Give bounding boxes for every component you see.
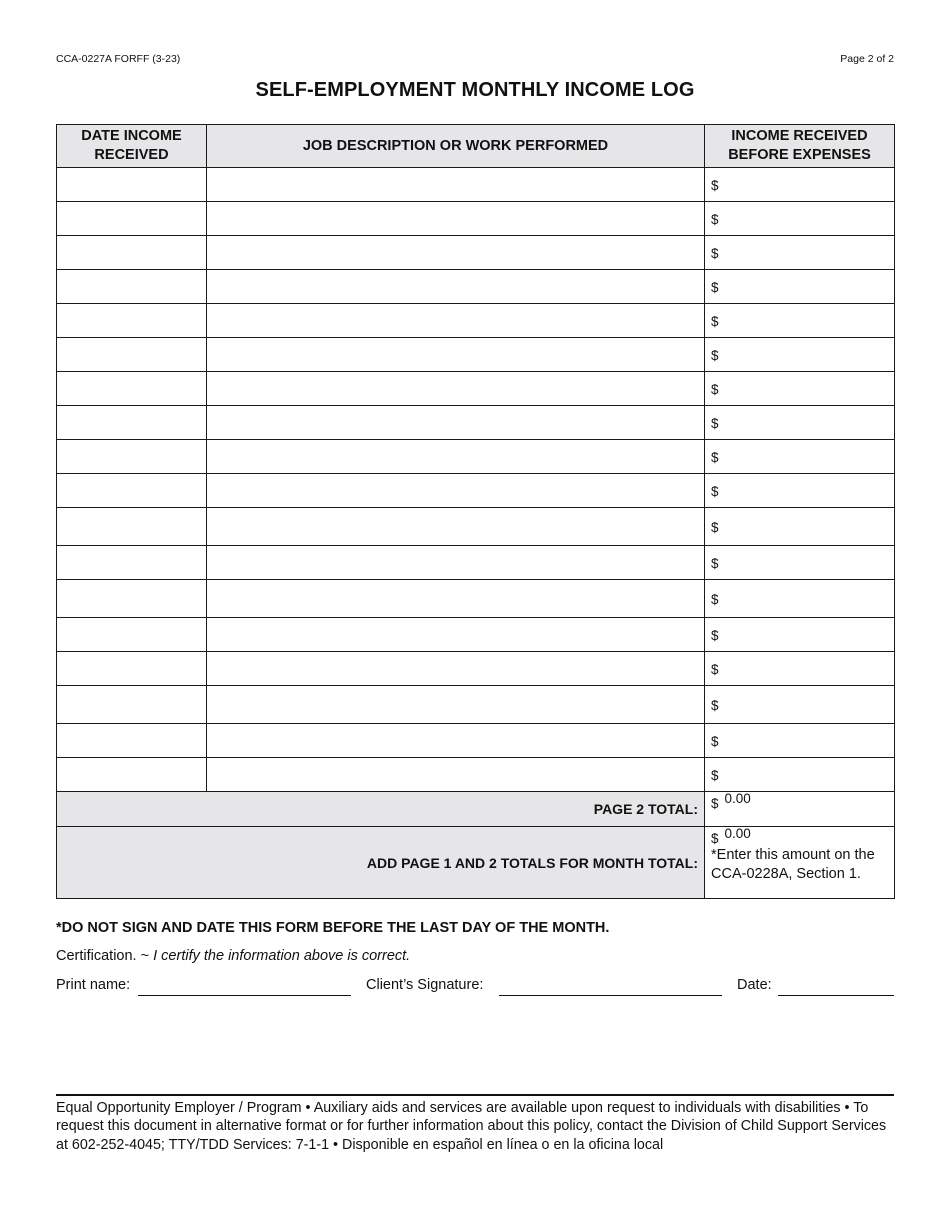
date-cell[interactable] — [57, 618, 207, 652]
signing-warning: *DO NOT SIGN AND DATE THIS FORM BEFORE THE LAST DAY OF THE MONTH. — [56, 920, 610, 936]
job-description-cell[interactable] — [207, 236, 705, 270]
table-row — [57, 724, 895, 758]
income-cell[interactable] — [705, 652, 895, 686]
column-header-date-line1: DATE INCOME — [81, 128, 182, 144]
currency-symbol: $ — [711, 279, 719, 295]
currency-symbol: $ — [711, 313, 719, 329]
date-field[interactable] — [778, 977, 894, 996]
job-description-cell[interactable] — [207, 652, 705, 686]
column-header-income-line2: BEFORE EXPENSES — [728, 147, 871, 163]
currency-symbol: $ — [711, 796, 719, 811]
month-total-row — [57, 827, 895, 899]
print-name-field[interactable] — [138, 977, 351, 996]
income-log-table — [56, 124, 895, 899]
currency-symbol: $ — [711, 831, 719, 846]
table-row — [57, 406, 895, 440]
income-cell[interactable] — [705, 202, 895, 236]
currency-symbol: $ — [711, 661, 719, 677]
table-row — [57, 372, 895, 406]
date-cell[interactable] — [57, 758, 207, 792]
job-description-cell[interactable] — [207, 686, 705, 724]
column-header-date — [57, 125, 207, 168]
table-row — [57, 270, 895, 304]
income-cell[interactable] — [705, 304, 895, 338]
date-cell[interactable] — [57, 440, 207, 474]
income-cell[interactable] — [705, 508, 895, 546]
income-cell[interactable] — [705, 580, 895, 618]
date-cell[interactable] — [57, 580, 207, 618]
table-row — [57, 168, 895, 202]
page-total-value: 0.00 — [724, 791, 751, 806]
table-row — [57, 304, 895, 338]
page-total-row — [57, 792, 895, 827]
page-number: Page 2 of 2 — [840, 53, 894, 65]
job-description-cell[interactable] — [207, 202, 705, 236]
date-cell[interactable] — [57, 168, 207, 202]
date-cell[interactable] — [57, 236, 207, 270]
column-header-job: JOB DESCRIPTION OR WORK PERFORMED — [207, 125, 705, 168]
income-cell[interactable] — [705, 440, 895, 474]
currency-symbol: $ — [711, 733, 719, 749]
table-row — [57, 618, 895, 652]
job-description-cell[interactable] — [207, 304, 705, 338]
certification-text: I certify the information above is correct. — [153, 948, 411, 964]
date-cell[interactable] — [57, 546, 207, 580]
column-header-income — [705, 125, 895, 168]
date-label: Date: — [737, 977, 772, 993]
job-description-cell[interactable] — [207, 338, 705, 372]
column-header-income-line1: INCOME RECEIVED — [731, 128, 868, 144]
income-cell[interactable] — [705, 372, 895, 406]
income-cell[interactable] — [705, 724, 895, 758]
date-cell[interactable] — [57, 474, 207, 508]
job-description-cell[interactable] — [207, 474, 705, 508]
footer-notice: Equal Opportunity Employer / Program • Auxiliary aids and services are available upon request to individuals with disabilities • To request this document in alternative format or for further information about this policy, contact the Division of Child Support Services at 602-252-4045; TTY/TDD Services: 7-1-1 • Disponible en español en línea o en la oficina local — [56, 1100, 887, 1153]
month-total-field[interactable] — [705, 827, 895, 899]
job-description-cell[interactable] — [207, 508, 705, 546]
income-cell[interactable] — [705, 406, 895, 440]
income-cell[interactable] — [705, 338, 895, 372]
income-log-rows — [57, 168, 895, 792]
currency-symbol: $ — [711, 697, 719, 713]
income-cell[interactable] — [705, 270, 895, 304]
print-name-label: Print name: — [56, 977, 131, 993]
job-description-cell[interactable] — [207, 758, 705, 792]
table-row — [57, 758, 895, 792]
date-cell[interactable] — [57, 508, 207, 546]
job-description-cell[interactable] — [207, 406, 705, 440]
job-description-cell[interactable] — [207, 546, 705, 580]
currency-symbol: $ — [711, 347, 719, 363]
client-signature-field[interactable] — [499, 977, 722, 996]
table-row — [57, 546, 895, 580]
footer-divider — [56, 1094, 894, 1096]
table-row — [57, 508, 895, 546]
page-total-field[interactable] — [705, 792, 895, 827]
income-cell[interactable] — [705, 236, 895, 270]
job-description-cell[interactable] — [207, 440, 705, 474]
date-cell[interactable] — [57, 304, 207, 338]
date-cell[interactable] — [57, 202, 207, 236]
client-signature-label: Client’s Signature: — [366, 977, 484, 993]
date-cell[interactable] — [57, 338, 207, 372]
currency-symbol: $ — [711, 177, 719, 193]
column-header-date-line2: RECEIVED — [94, 147, 169, 163]
table-row — [57, 440, 895, 474]
table-row — [57, 338, 895, 372]
date-cell[interactable] — [57, 652, 207, 686]
table-header-row — [57, 125, 895, 168]
month-total-value: 0.00 — [724, 826, 751, 841]
job-description-cell[interactable] — [207, 372, 705, 406]
income-cell[interactable] — [705, 758, 895, 792]
currency-symbol: $ — [711, 767, 719, 783]
table-row — [57, 580, 895, 618]
table-row — [57, 686, 895, 724]
income-cell[interactable] — [705, 168, 895, 202]
certification-prefix: Certification. ~ — [56, 948, 154, 964]
currency-symbol: $ — [711, 519, 719, 535]
currency-symbol: $ — [711, 627, 719, 643]
job-description-cell[interactable] — [207, 270, 705, 304]
date-cell[interactable] — [57, 270, 207, 304]
currency-symbol: $ — [711, 211, 719, 227]
job-description-cell[interactable] — [207, 724, 705, 758]
date-cell[interactable] — [57, 406, 207, 440]
month-total-label: ADD PAGE 1 AND 2 TOTALS FOR MONTH TOTAL: — [57, 827, 705, 899]
currency-symbol: $ — [711, 483, 719, 499]
job-description-cell[interactable] — [207, 168, 705, 202]
currency-symbol: $ — [711, 245, 719, 261]
table-row — [57, 236, 895, 270]
form-id: CCA-0227A FORFF (3-23) — [56, 53, 181, 65]
income-cell[interactable] — [705, 686, 895, 724]
currency-symbol: $ — [711, 381, 719, 397]
job-description-cell[interactable] — [207, 580, 705, 618]
income-cell[interactable] — [705, 474, 895, 508]
date-cell[interactable] — [57, 724, 207, 758]
date-cell[interactable] — [57, 372, 207, 406]
page-title: SELF-EMPLOYMENT MONTHLY INCOME LOG — [255, 79, 695, 101]
table-row — [57, 652, 895, 686]
table-row — [57, 202, 895, 236]
income-cell[interactable] — [705, 618, 895, 652]
date-cell[interactable] — [57, 686, 207, 724]
month-total-note: *Enter this amount on the CCA-0228A, Section 1. — [711, 847, 875, 882]
page-total-label: PAGE 2 TOTAL: — [57, 792, 705, 827]
income-cell[interactable] — [705, 546, 895, 580]
currency-symbol: $ — [711, 449, 719, 465]
job-description-cell[interactable] — [207, 618, 705, 652]
certification-statement — [56, 948, 410, 964]
currency-symbol: $ — [711, 555, 719, 571]
currency-symbol: $ — [711, 591, 719, 607]
currency-symbol: $ — [711, 415, 719, 431]
table-row — [57, 474, 895, 508]
